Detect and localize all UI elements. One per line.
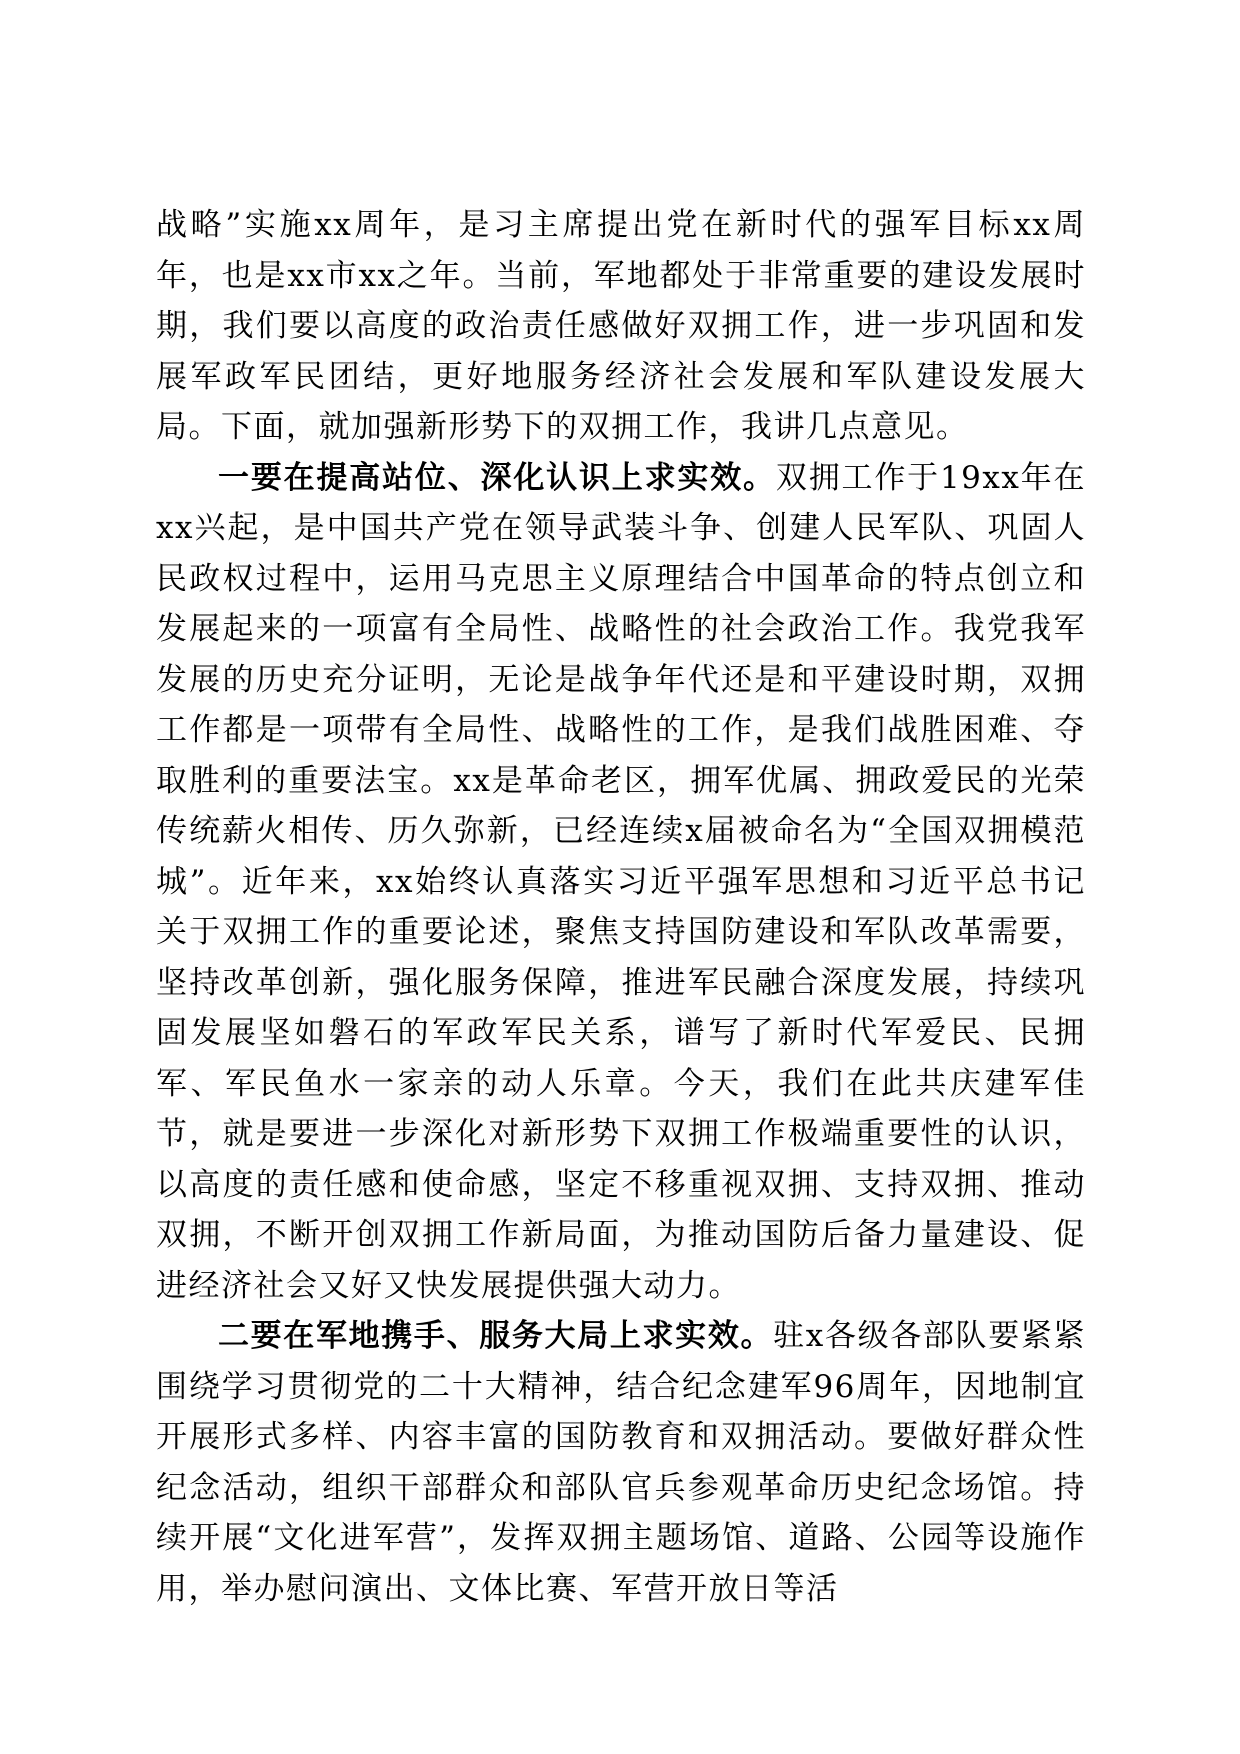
paragraph-point-two [156, 1311, 1086, 1614]
paragraph-heading: 二要在军地携手、服务大局上求实效。 [218, 1318, 774, 1354]
paragraph-text: 双拥工作于19xx年在xx兴起，是中国共产党在领导武装斗争、创建人民军队、巩固人民政权过程中，运用马克思主义原理结合中国革命的特点创立和发展起来的一项富有全局性、战略性的社会政治工作。我党我军发展的历史充分证明，无论是战争年代还是和平建设时期，双拥工作都是一项带有全局性、战略性的工作，是我们战胜困难、夺取胜利的重要法宝。xx是革命老区，拥军优属、拥政爱民的光荣传统薪火相传、历久弥新，已经连续x届被命名为“全国双拥模范城”。近年来，xx始终认真落实习近平强军思想和习近平总书记关于双拥工作的重要论述，聚焦支持国防建设和军队改革需要，坚持改革创新，强化服务保障，推进军民融合深度发展，持续巩固发展坚如磐石的军政军民关系，谱写了新时代军爱民、民拥军、军民鱼水一家亲的动人乐章。今天，我们在此共庆建军佳节，就是要进一步深化对新形势下双拥工作极端重要性的认识，以高度的责任感和使命感，坚定不移重视双拥、支持双拥、推动双拥，不断开创双拥工作新局面，为推动国防后备力量建设、促进经济社会又好又快发展提供强大动力。 [156, 459, 1087, 1304]
document-body [156, 200, 1086, 1614]
paragraph-text: 战略”实施xx周年，是习主席提出党在新时代的强军目标xx周年，也是xx市xx之年。当前，军地都处于非常重要的建设发展时期，我们要以高度的政治责任感做好双拥工作，进一步巩固和发展军政军民团结，更好地服务经济社会发展和军队建设发展大局。下面，就加强新形势下的双拥工作，我讲几点意见。 [156, 207, 1086, 445]
paragraph-text: 驻x各级各部队要紧紧围绕学习贯彻党的二十大精神，结合纪念建军96周年，因地制宜开展形式多样、内容丰富的国防教育和双拥活动。要做好群众性纪念活动，组织干部群众和部队官兵参观革命历史纪念场馆。持续开展“文化进军营”，发挥双拥主题场馆、道路、公园等设施作用，举办慰问演出、文体比赛、军营开放日等活 [156, 1318, 1086, 1607]
paragraph-point-one [156, 453, 1086, 1312]
paragraph-heading: 一要在提高站位、深化认识上求实效。 [218, 459, 776, 496]
paragraph-intro-continuation [156, 200, 1086, 453]
